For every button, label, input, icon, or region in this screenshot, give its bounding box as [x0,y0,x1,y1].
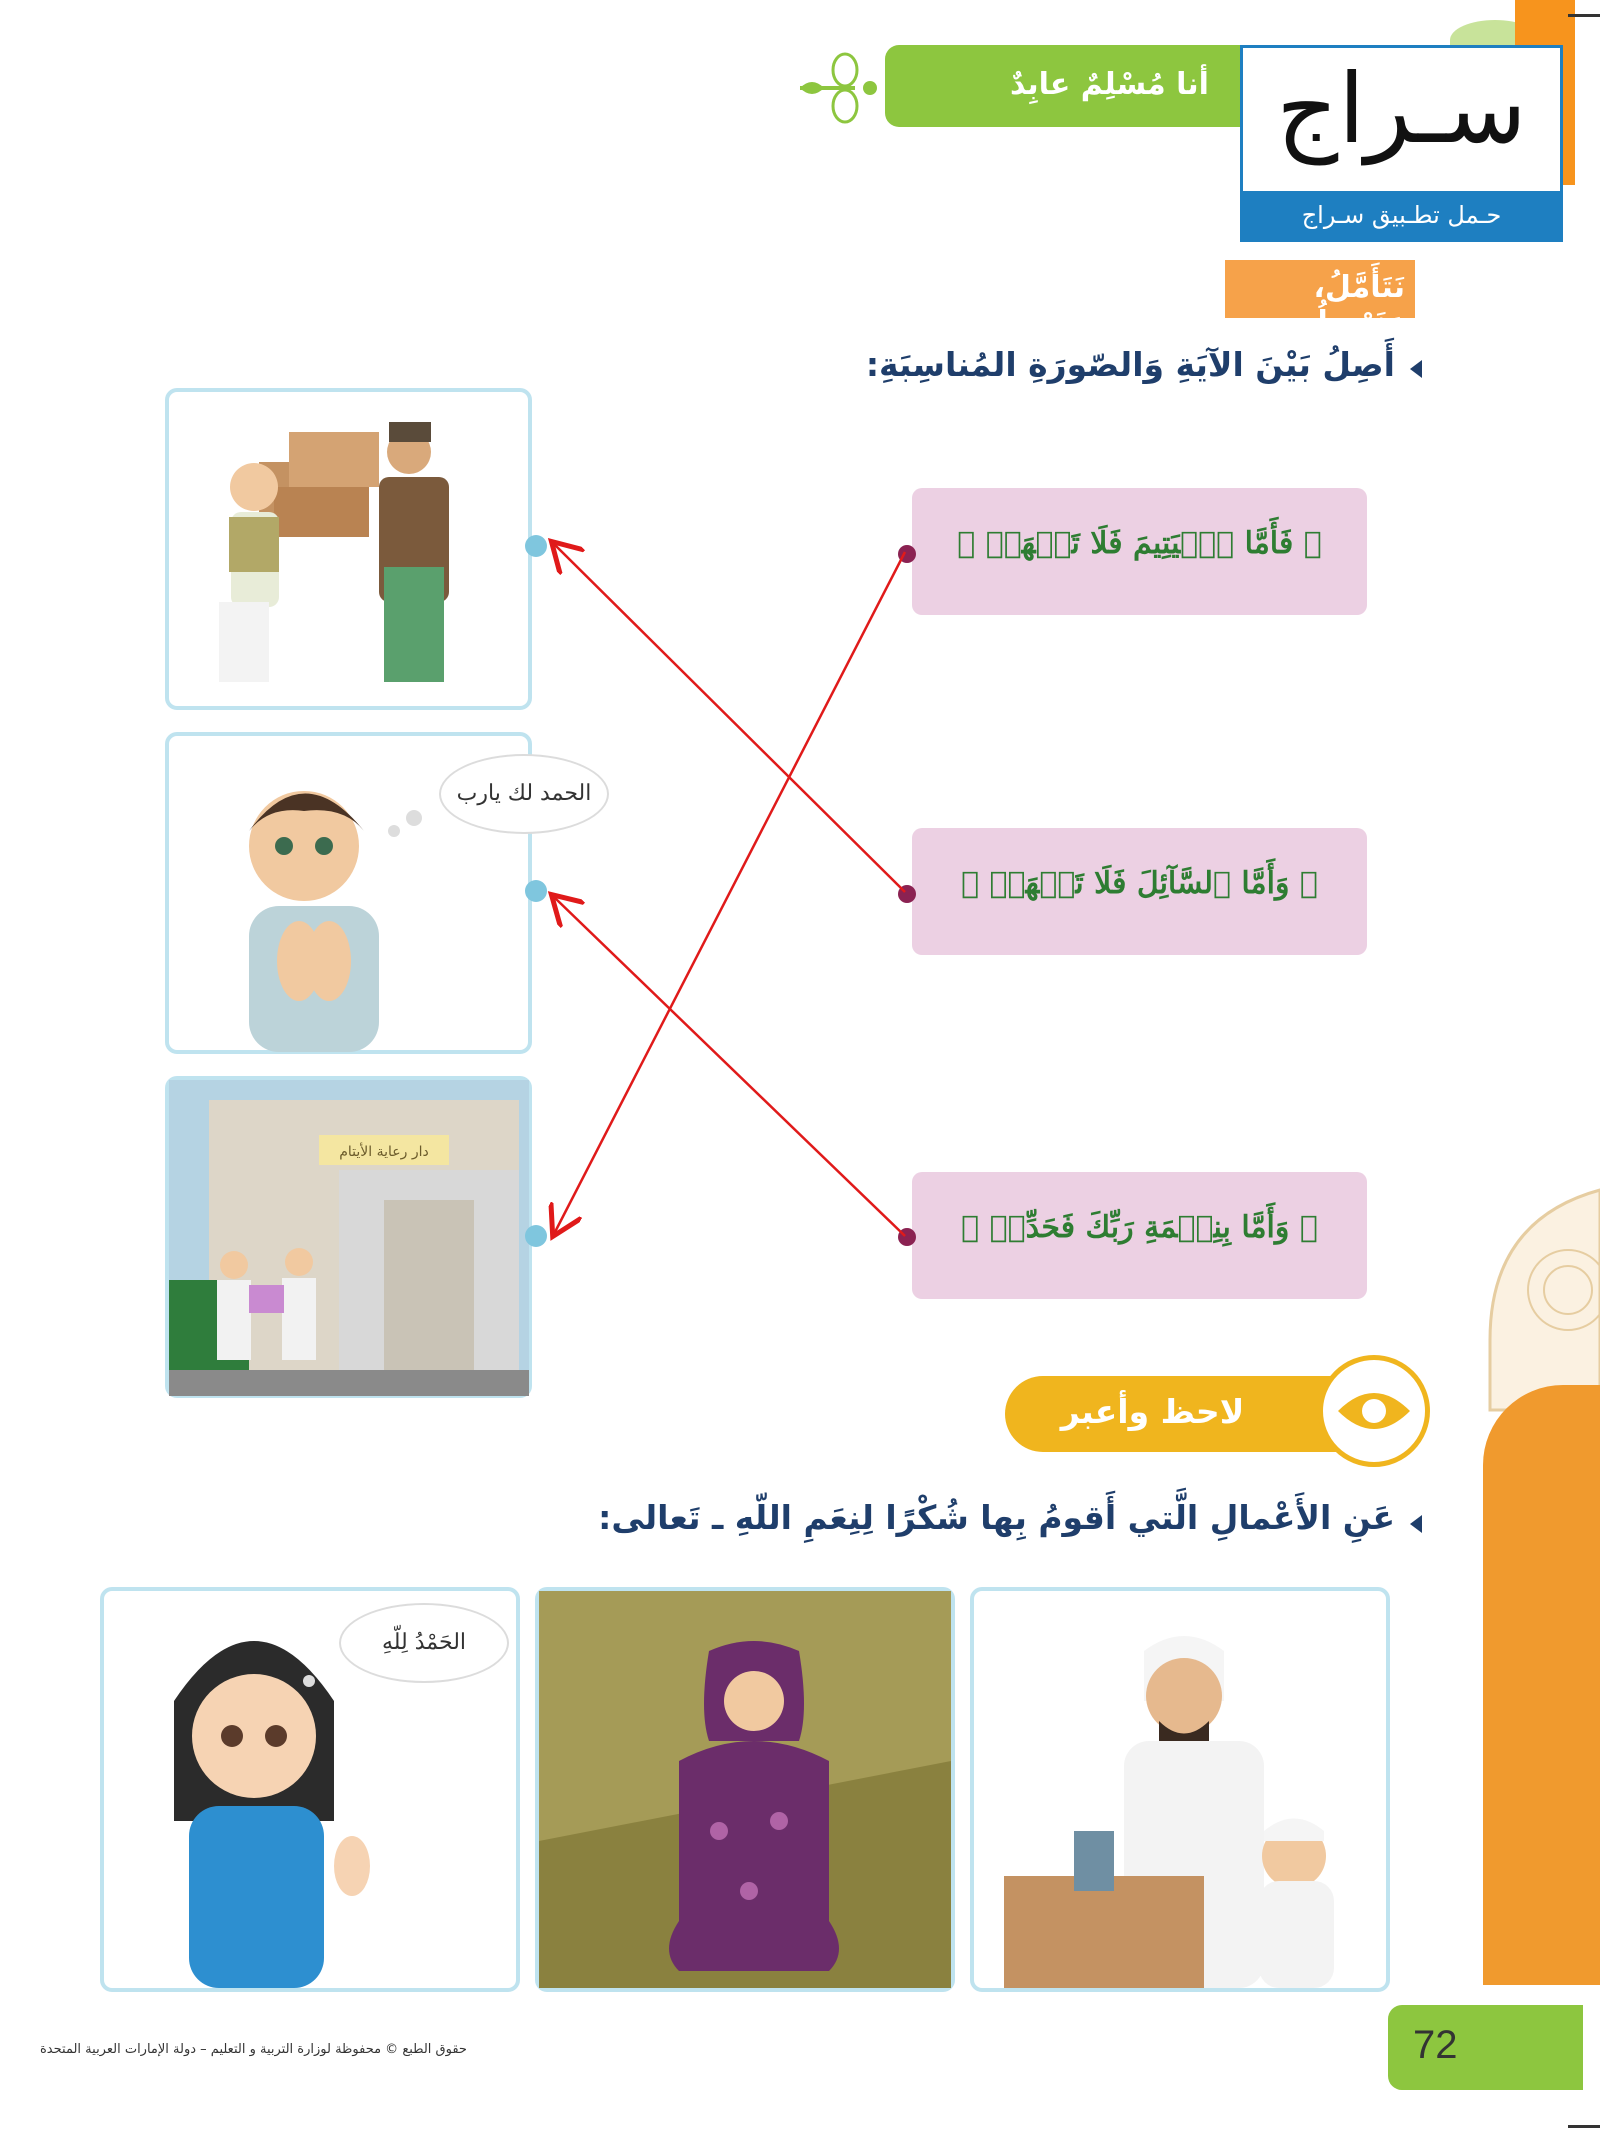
orphanage-sign: دار رعاية الأيتام [339,1144,429,1160]
verse-text-1: ﴿ فَأَمَّا ٱلۡيَتِيمَ فَلَا تَقۡهَرۡ ﴾ [957,526,1322,561]
picture-girl-thanking-box[interactable] [100,1587,520,1992]
page-number-badge [1388,2005,1583,2090]
section-tag-label: نَتَأَمَّلُ، وَنَرْبِطُ [1313,270,1405,340]
section-tag-observe-label: لاحظ وأعبر [1060,1392,1245,1431]
father-donating-illustration [974,1591,1386,1988]
match-line-verse1-picture3 [555,552,905,1232]
arabesque-ornament-icon [1478,1180,1600,1410]
copyright-text: حقوق الطبع © محفوظة لوزارة التربية و التعليم – دولة الإمارات العربية المتحدة [40,2042,467,2057]
instruction-match: أَصِلُ بَيْنَ الآيَةِ وَالصّورَةِ المُناسِبَةِ: [865,345,1395,384]
eye-badge [1318,1355,1430,1467]
picture-girl-praying-box[interactable] [535,1587,955,1992]
match-line-verse2-picture1 [555,545,905,892]
girl-praying-illustration [539,1591,951,1988]
match-line-verse3-picture2 [555,898,905,1236]
picture-father-donating-box[interactable] [970,1587,1390,1992]
speech-bubble-girl: الحَمْدُ لِلّهِ [339,1603,509,1683]
section-tag-observe [1005,1376,1370,1452]
verse-text-2: ﴿ وَأَمَّا ٱلسَّآئِلَ فَلَا تَنۡهَرۡ ﴾ [961,866,1318,901]
bullet-icon [1410,1515,1422,1533]
page-number: 72 [1413,2023,1458,2067]
eye-icon [1323,1360,1425,1462]
instruction-observe: عَنِ الأَعْمالِ الَّتي أَقومُ بِها شُكْرًا لِنِعَمِ اللّهِ ـ تَعالى: [598,1498,1395,1537]
speech-bubble-boy: الحمد لك يارب [439,754,609,834]
side-orange-band [1483,1385,1600,1985]
siraj-tagline: حـمل تطـبيق سـراج [1243,191,1560,239]
siraj-logo-text: سـراج [1276,53,1527,165]
unit-title: أنا مُسْلِمٌ عابِدٌ [1010,67,1209,102]
verse-text-3: ﴿ وَأَمَّا بِنِعۡمَةِ رَبِّكَ فَحَدِّثۡ ﴾ [961,1210,1318,1245]
